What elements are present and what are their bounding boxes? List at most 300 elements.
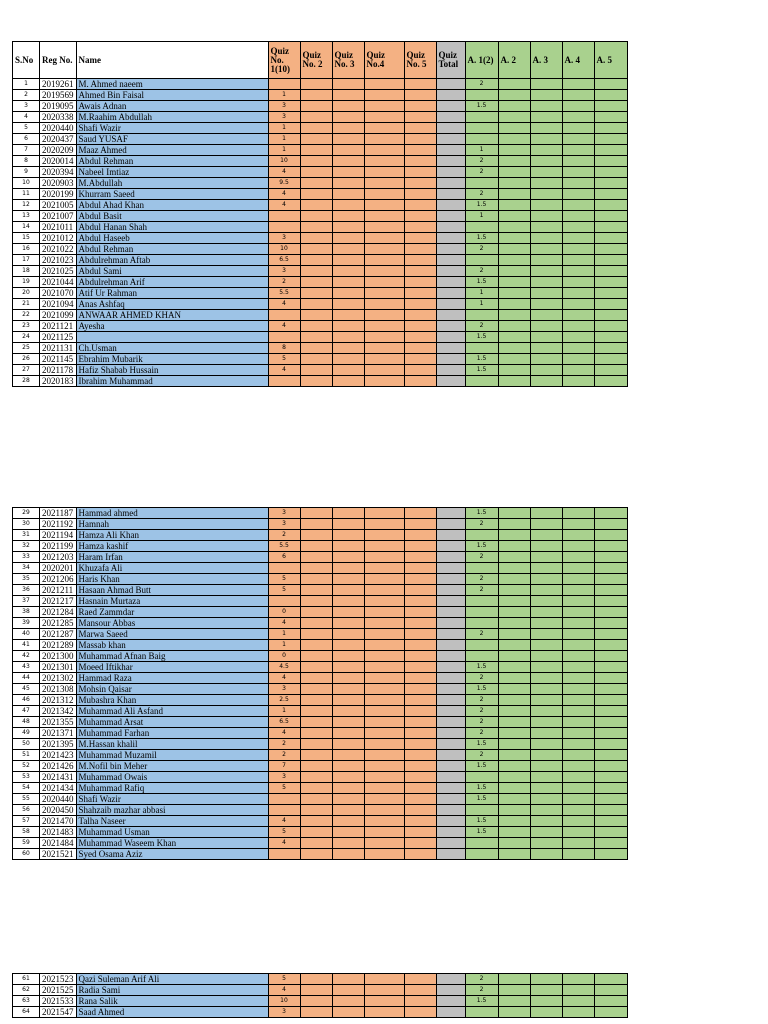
cell-assignment-2[interactable]: [498, 695, 530, 706]
cell-reg-no[interactable]: 2019261: [40, 79, 77, 90]
cell-reg-no[interactable]: 2021203: [40, 552, 77, 563]
cell-sno[interactable]: 23: [13, 321, 40, 332]
cell-quiz-1[interactable]: 3: [268, 112, 300, 123]
cell-quiz-3[interactable]: [332, 530, 364, 541]
cell-assignment-1[interactable]: 1.5: [465, 508, 498, 519]
cell-assignment-1[interactable]: 1.5: [465, 794, 498, 805]
cell-quiz-4[interactable]: [364, 706, 404, 717]
cell-name[interactable]: Hasaan Ahmad Butt: [76, 585, 268, 596]
cell-name[interactable]: Hafiz Shabab Hussain: [76, 365, 268, 376]
cell-quiz-4[interactable]: [364, 123, 404, 134]
cell-assignment-4[interactable]: [562, 563, 594, 574]
cell-assignment-2[interactable]: [498, 288, 530, 299]
cell-name[interactable]: Moeed Iftikhar: [76, 662, 268, 673]
cell-reg-no[interactable]: 2021025: [40, 266, 77, 277]
cell-quiz-5[interactable]: [404, 651, 436, 662]
cell-assignment-5[interactable]: [594, 233, 627, 244]
cell-quiz-3[interactable]: [332, 849, 364, 860]
cell-quiz-5[interactable]: [404, 332, 436, 343]
cell-name[interactable]: Ahmed Bin Faisal: [76, 90, 268, 101]
cell-quiz-3[interactable]: [332, 728, 364, 739]
cell-assignment-2[interactable]: [498, 974, 530, 985]
cell-sno[interactable]: 48: [13, 717, 40, 728]
cell-quiz-1[interactable]: 4: [268, 299, 300, 310]
cell-sno[interactable]: 57: [13, 816, 40, 827]
cell-quiz-4[interactable]: [364, 816, 404, 827]
cell-sno[interactable]: 62: [13, 985, 40, 996]
cell-quiz-total[interactable]: [436, 244, 465, 255]
cell-assignment-4[interactable]: [562, 684, 594, 695]
cell-quiz-3[interactable]: [332, 739, 364, 750]
cell-quiz-total[interactable]: [436, 996, 465, 1007]
cell-assignment-4[interactable]: [562, 673, 594, 684]
cell-quiz-5[interactable]: [404, 343, 436, 354]
cell-quiz-1[interactable]: [268, 79, 300, 90]
cell-assignment-3[interactable]: [530, 200, 562, 211]
cell-quiz-5[interactable]: [404, 728, 436, 739]
cell-quiz-1[interactable]: 4: [268, 189, 300, 200]
cell-quiz-3[interactable]: [332, 299, 364, 310]
cell-assignment-4[interactable]: [562, 706, 594, 717]
cell-assignment-4[interactable]: [562, 156, 594, 167]
cell-quiz-3[interactable]: [332, 717, 364, 728]
cell-quiz-5[interactable]: [404, 739, 436, 750]
cell-quiz-1[interactable]: 6: [268, 552, 300, 563]
cell-name[interactable]: M.Nofil bin Meher: [76, 761, 268, 772]
cell-quiz-4[interactable]: [364, 167, 404, 178]
cell-quiz-1[interactable]: 6.5: [268, 717, 300, 728]
cell-assignment-3[interactable]: [530, 706, 562, 717]
cell-name[interactable]: Muhammad Ali Asfand: [76, 706, 268, 717]
cell-assignment-2[interactable]: [498, 222, 530, 233]
cell-quiz-4[interactable]: [364, 508, 404, 519]
cell-name[interactable]: Ch.Usman: [76, 343, 268, 354]
cell-quiz-5[interactable]: [404, 354, 436, 365]
cell-quiz-1[interactable]: 4: [268, 728, 300, 739]
cell-quiz-1[interactable]: 3: [268, 519, 300, 530]
cell-reg-no[interactable]: 2020437: [40, 134, 77, 145]
cell-quiz-3[interactable]: [332, 585, 364, 596]
cell-assignment-5[interactable]: [594, 629, 627, 640]
cell-quiz-2[interactable]: [300, 805, 332, 816]
cell-sno[interactable]: 25: [13, 343, 40, 354]
cell-sno[interactable]: 64: [13, 1007, 40, 1018]
cell-assignment-5[interactable]: [594, 508, 627, 519]
cell-reg-no[interactable]: 2021192: [40, 519, 77, 530]
cell-sno[interactable]: 46: [13, 695, 40, 706]
cell-sno[interactable]: 4: [13, 112, 40, 123]
cell-assignment-1[interactable]: 2: [465, 750, 498, 761]
cell-quiz-total[interactable]: [436, 233, 465, 244]
cell-assignment-3[interactable]: [530, 222, 562, 233]
cell-sno[interactable]: 17: [13, 255, 40, 266]
cell-assignment-4[interactable]: [562, 640, 594, 651]
cell-quiz-1[interactable]: 3: [268, 233, 300, 244]
cell-quiz-2[interactable]: [300, 640, 332, 651]
cell-quiz-3[interactable]: [332, 684, 364, 695]
cell-quiz-2[interactable]: [300, 695, 332, 706]
cell-quiz-2[interactable]: [300, 310, 332, 321]
cell-quiz-3[interactable]: [332, 222, 364, 233]
cell-sno[interactable]: 37: [13, 596, 40, 607]
cell-assignment-3[interactable]: [530, 530, 562, 541]
cell-quiz-4[interactable]: [364, 101, 404, 112]
cell-quiz-1[interactable]: 1: [268, 629, 300, 640]
cell-reg-no[interactable]: 2020903: [40, 178, 77, 189]
cell-reg-no[interactable]: 2021484: [40, 838, 77, 849]
cell-assignment-1[interactable]: 2: [465, 673, 498, 684]
cell-reg-no[interactable]: 2021099: [40, 310, 77, 321]
cell-quiz-4[interactable]: [364, 629, 404, 640]
cell-quiz-4[interactable]: [364, 552, 404, 563]
cell-sno[interactable]: 3: [13, 101, 40, 112]
cell-assignment-2[interactable]: [498, 596, 530, 607]
cell-quiz-2[interactable]: [300, 684, 332, 695]
cell-name[interactable]: Khurram Saeed: [76, 189, 268, 200]
cell-quiz-5[interactable]: [404, 255, 436, 266]
cell-assignment-4[interactable]: [562, 772, 594, 783]
cell-assignment-1[interactable]: 1.5: [465, 684, 498, 695]
cell-quiz-2[interactable]: [300, 574, 332, 585]
cell-reg-no[interactable]: 2020183: [40, 376, 77, 387]
cell-assignment-4[interactable]: [562, 112, 594, 123]
cell-quiz-3[interactable]: [332, 640, 364, 651]
cell-quiz-total[interactable]: [436, 211, 465, 222]
header-assignment-3[interactable]: A. 3: [530, 42, 562, 79]
cell-quiz-2[interactable]: [300, 508, 332, 519]
cell-quiz-total[interactable]: [436, 310, 465, 321]
cell-quiz-2[interactable]: [300, 79, 332, 90]
cell-quiz-total[interactable]: [436, 772, 465, 783]
cell-assignment-5[interactable]: [594, 985, 627, 996]
cell-assignment-5[interactable]: [594, 288, 627, 299]
cell-quiz-3[interactable]: [332, 519, 364, 530]
cell-quiz-total[interactable]: [436, 189, 465, 200]
cell-quiz-5[interactable]: [404, 101, 436, 112]
cell-quiz-1[interactable]: [268, 376, 300, 387]
cell-name[interactable]: Abdulrehman Arif: [76, 277, 268, 288]
cell-quiz-2[interactable]: [300, 607, 332, 618]
cell-quiz-4[interactable]: [364, 640, 404, 651]
cell-sno[interactable]: 58: [13, 827, 40, 838]
cell-assignment-4[interactable]: [562, 750, 594, 761]
cell-assignment-3[interactable]: [530, 816, 562, 827]
cell-quiz-total[interactable]: [436, 849, 465, 860]
cell-assignment-3[interactable]: [530, 996, 562, 1007]
cell-assignment-1[interactable]: 1.5: [465, 816, 498, 827]
cell-assignment-5[interactable]: [594, 838, 627, 849]
cell-name[interactable]: Hasnain Murtaza: [76, 596, 268, 607]
cell-assignment-5[interactable]: [594, 640, 627, 651]
cell-quiz-total[interactable]: [436, 541, 465, 552]
cell-sno[interactable]: 16: [13, 244, 40, 255]
cell-quiz-4[interactable]: [364, 112, 404, 123]
cell-assignment-3[interactable]: [530, 167, 562, 178]
cell-quiz-2[interactable]: [300, 200, 332, 211]
cell-quiz-2[interactable]: [300, 985, 332, 996]
cell-name[interactable]: Anas Ashfaq: [76, 299, 268, 310]
cell-assignment-2[interactable]: [498, 277, 530, 288]
cell-quiz-1[interactable]: [268, 211, 300, 222]
cell-sno[interactable]: 18: [13, 266, 40, 277]
cell-quiz-5[interactable]: [404, 277, 436, 288]
cell-name[interactable]: Nabeel Imtiaz: [76, 167, 268, 178]
cell-name[interactable]: Muhammad Farhan: [76, 728, 268, 739]
cell-quiz-1[interactable]: [268, 805, 300, 816]
cell-name[interactable]: Ayesha: [76, 321, 268, 332]
cell-assignment-5[interactable]: [594, 112, 627, 123]
cell-quiz-4[interactable]: [364, 189, 404, 200]
cell-quiz-5[interactable]: [404, 783, 436, 794]
cell-reg-no[interactable]: 2021121: [40, 321, 77, 332]
cell-quiz-4[interactable]: [364, 596, 404, 607]
cell-assignment-3[interactable]: [530, 985, 562, 996]
cell-quiz-5[interactable]: [404, 684, 436, 695]
cell-quiz-total[interactable]: [436, 255, 465, 266]
cell-quiz-4[interactable]: [364, 838, 404, 849]
cell-name[interactable]: Radia Sami: [76, 985, 268, 996]
cell-assignment-4[interactable]: [562, 354, 594, 365]
cell-name[interactable]: Muhammad Arsat: [76, 717, 268, 728]
cell-assignment-1[interactable]: [465, 376, 498, 387]
cell-quiz-total[interactable]: [436, 574, 465, 585]
cell-quiz-5[interactable]: [404, 750, 436, 761]
cell-quiz-total[interactable]: [436, 288, 465, 299]
cell-assignment-4[interactable]: [562, 607, 594, 618]
cell-assignment-5[interactable]: [594, 728, 627, 739]
cell-reg-no[interactable]: 2021423: [40, 750, 77, 761]
cell-assignment-5[interactable]: [594, 519, 627, 530]
cell-assignment-2[interactable]: [498, 1007, 530, 1018]
cell-quiz-total[interactable]: [436, 794, 465, 805]
cell-sno[interactable]: 27: [13, 365, 40, 376]
cell-quiz-3[interactable]: [332, 332, 364, 343]
cell-quiz-3[interactable]: [332, 343, 364, 354]
cell-quiz-5[interactable]: [404, 816, 436, 827]
cell-assignment-4[interactable]: [562, 266, 594, 277]
cell-quiz-total[interactable]: [436, 739, 465, 750]
cell-sno[interactable]: 50: [13, 739, 40, 750]
cell-quiz-1[interactable]: 3: [268, 684, 300, 695]
cell-quiz-1[interactable]: 9.5: [268, 178, 300, 189]
cell-quiz-total[interactable]: [436, 662, 465, 673]
cell-quiz-3[interactable]: [332, 233, 364, 244]
cell-quiz-2[interactable]: [300, 354, 332, 365]
cell-assignment-4[interactable]: [562, 310, 594, 321]
cell-assignment-3[interactable]: [530, 618, 562, 629]
cell-assignment-1[interactable]: 1.5: [465, 233, 498, 244]
cell-reg-no[interactable]: 2020450: [40, 805, 77, 816]
cell-assignment-1[interactable]: [465, 112, 498, 123]
cell-assignment-2[interactable]: [498, 354, 530, 365]
cell-quiz-4[interactable]: [364, 299, 404, 310]
cell-assignment-2[interactable]: [498, 684, 530, 695]
cell-quiz-total[interactable]: [436, 750, 465, 761]
cell-assignment-5[interactable]: [594, 574, 627, 585]
cell-quiz-4[interactable]: [364, 684, 404, 695]
cell-assignment-4[interactable]: [562, 288, 594, 299]
cell-quiz-4[interactable]: [364, 178, 404, 189]
cell-quiz-4[interactable]: [364, 244, 404, 255]
cell-assignment-4[interactable]: [562, 90, 594, 101]
cell-assignment-3[interactable]: [530, 805, 562, 816]
cell-quiz-1[interactable]: 6.5: [268, 255, 300, 266]
cell-assignment-1[interactable]: 2: [465, 585, 498, 596]
cell-assignment-5[interactable]: [594, 651, 627, 662]
cell-quiz-4[interactable]: [364, 974, 404, 985]
cell-reg-no[interactable]: 2021194: [40, 530, 77, 541]
cell-quiz-1[interactable]: 5: [268, 783, 300, 794]
cell-assignment-1[interactable]: 1.5: [465, 200, 498, 211]
cell-sno[interactable]: 22: [13, 310, 40, 321]
cell-reg-no[interactable]: 2021289: [40, 640, 77, 651]
cell-assignment-2[interactable]: [498, 79, 530, 90]
cell-assignment-1[interactable]: 2: [465, 706, 498, 717]
cell-quiz-3[interactable]: [332, 805, 364, 816]
cell-name[interactable]: M.Abdullah: [76, 178, 268, 189]
cell-assignment-2[interactable]: [498, 310, 530, 321]
cell-quiz-2[interactable]: [300, 552, 332, 563]
cell-assignment-4[interactable]: [562, 255, 594, 266]
cell-assignment-2[interactable]: [498, 519, 530, 530]
cell-quiz-5[interactable]: [404, 552, 436, 563]
cell-assignment-2[interactable]: [498, 343, 530, 354]
cell-assignment-5[interactable]: [594, 783, 627, 794]
cell-assignment-3[interactable]: [530, 717, 562, 728]
cell-assignment-4[interactable]: [562, 974, 594, 985]
cell-assignment-3[interactable]: [530, 629, 562, 640]
cell-quiz-4[interactable]: [364, 662, 404, 673]
cell-quiz-4[interactable]: [364, 354, 404, 365]
cell-assignment-2[interactable]: [498, 816, 530, 827]
cell-reg-no[interactable]: 2021287: [40, 629, 77, 640]
cell-quiz-2[interactable]: [300, 838, 332, 849]
cell-quiz-4[interactable]: [364, 343, 404, 354]
cell-assignment-4[interactable]: [562, 585, 594, 596]
cell-name[interactable]: Muhammad Usman: [76, 827, 268, 838]
cell-quiz-total[interactable]: [436, 145, 465, 156]
cell-quiz-total[interactable]: [436, 618, 465, 629]
cell-quiz-5[interactable]: [404, 974, 436, 985]
cell-quiz-total[interactable]: [436, 695, 465, 706]
cell-sno[interactable]: 5: [13, 123, 40, 134]
cell-assignment-2[interactable]: [498, 123, 530, 134]
cell-quiz-3[interactable]: [332, 673, 364, 684]
cell-assignment-4[interactable]: [562, 849, 594, 860]
cell-name[interactable]: Massab khan: [76, 640, 268, 651]
cell-quiz-2[interactable]: [300, 277, 332, 288]
cell-quiz-total[interactable]: [436, 596, 465, 607]
cell-quiz-1[interactable]: 10: [268, 996, 300, 1007]
cell-quiz-total[interactable]: [436, 974, 465, 985]
cell-quiz-5[interactable]: [404, 618, 436, 629]
cell-assignment-2[interactable]: [498, 541, 530, 552]
cell-quiz-1[interactable]: 4: [268, 838, 300, 849]
cell-assignment-4[interactable]: [562, 299, 594, 310]
cell-quiz-2[interactable]: [300, 167, 332, 178]
cell-reg-no[interactable]: 2021187: [40, 508, 77, 519]
cell-assignment-1[interactable]: 2: [465, 974, 498, 985]
cell-assignment-5[interactable]: [594, 662, 627, 673]
cell-assignment-1[interactable]: [465, 1007, 498, 1018]
cell-assignment-5[interactable]: [594, 145, 627, 156]
cell-quiz-total[interactable]: [436, 838, 465, 849]
header-sno[interactable]: S.No: [13, 42, 40, 79]
cell-assignment-2[interactable]: [498, 618, 530, 629]
cell-assignment-3[interactable]: [530, 695, 562, 706]
cell-assignment-5[interactable]: [594, 772, 627, 783]
cell-sno[interactable]: 30: [13, 519, 40, 530]
cell-quiz-5[interactable]: [404, 365, 436, 376]
cell-quiz-2[interactable]: [300, 629, 332, 640]
cell-name[interactable]: Awais Adnan: [76, 101, 268, 112]
cell-quiz-1[interactable]: 5: [268, 585, 300, 596]
cell-quiz-1[interactable]: 2: [268, 530, 300, 541]
cell-assignment-1[interactable]: [465, 838, 498, 849]
cell-assignment-2[interactable]: [498, 651, 530, 662]
header-reg-no[interactable]: Reg No.: [40, 42, 77, 79]
cell-quiz-5[interactable]: [404, 376, 436, 387]
cell-quiz-total[interactable]: [436, 123, 465, 134]
cell-assignment-1[interactable]: 1.5: [465, 996, 498, 1007]
cell-quiz-4[interactable]: [364, 79, 404, 90]
cell-assignment-2[interactable]: [498, 772, 530, 783]
cell-quiz-2[interactable]: [300, 761, 332, 772]
cell-sno[interactable]: 26: [13, 354, 40, 365]
cell-assignment-1[interactable]: [465, 123, 498, 134]
cell-quiz-2[interactable]: [300, 123, 332, 134]
cell-assignment-2[interactable]: [498, 629, 530, 640]
cell-sno[interactable]: 13: [13, 211, 40, 222]
cell-assignment-3[interactable]: [530, 783, 562, 794]
cell-assignment-4[interactable]: [562, 145, 594, 156]
cell-name[interactable]: Shafi Wazir: [76, 123, 268, 134]
cell-quiz-3[interactable]: [332, 211, 364, 222]
header-assignment-5[interactable]: A. 5: [594, 42, 627, 79]
cell-quiz-5[interactable]: [404, 640, 436, 651]
cell-name[interactable]: Hamza Ali Khan: [76, 530, 268, 541]
cell-reg-no[interactable]: 2020014: [40, 156, 77, 167]
cell-assignment-4[interactable]: [562, 211, 594, 222]
cell-reg-no[interactable]: 2021023: [40, 255, 77, 266]
cell-assignment-2[interactable]: [498, 255, 530, 266]
cell-quiz-5[interactable]: [404, 629, 436, 640]
cell-assignment-2[interactable]: [498, 996, 530, 1007]
cell-assignment-4[interactable]: [562, 277, 594, 288]
cell-assignment-4[interactable]: [562, 662, 594, 673]
cell-quiz-4[interactable]: [364, 996, 404, 1007]
cell-sno[interactable]: 34: [13, 563, 40, 574]
cell-assignment-5[interactable]: [594, 750, 627, 761]
cell-sno[interactable]: 38: [13, 607, 40, 618]
cell-sno[interactable]: 12: [13, 200, 40, 211]
cell-quiz-total[interactable]: [436, 629, 465, 640]
cell-assignment-5[interactable]: [594, 1007, 627, 1018]
cell-assignment-3[interactable]: [530, 332, 562, 343]
cell-quiz-3[interactable]: [332, 838, 364, 849]
cell-quiz-5[interactable]: [404, 189, 436, 200]
cell-sno[interactable]: 47: [13, 706, 40, 717]
cell-quiz-5[interactable]: [404, 706, 436, 717]
cell-name[interactable]: Muhammad Muzamil: [76, 750, 268, 761]
cell-assignment-2[interactable]: [498, 299, 530, 310]
cell-name[interactable]: Saad Ahmed: [76, 1007, 268, 1018]
cell-quiz-5[interactable]: [404, 266, 436, 277]
cell-quiz-4[interactable]: [364, 90, 404, 101]
cell-quiz-5[interactable]: [404, 222, 436, 233]
cell-quiz-3[interactable]: [332, 1007, 364, 1018]
cell-sno[interactable]: 44: [13, 673, 40, 684]
